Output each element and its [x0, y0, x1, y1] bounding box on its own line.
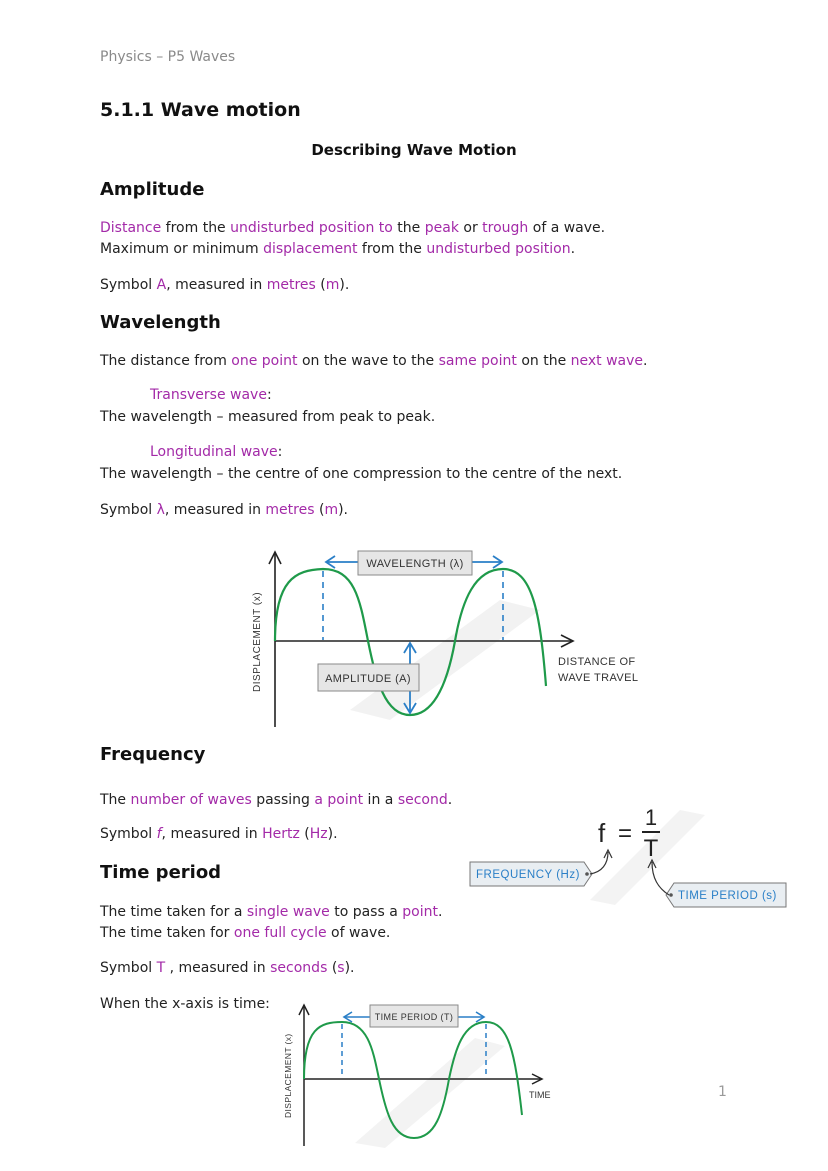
- x-axis-time-note: When the x-axis is time:: [100, 996, 270, 1012]
- formula-equals: =: [618, 820, 633, 847]
- wave-diagram-wavelength-amplitude: [240, 540, 660, 735]
- frequency-tag-label: FREQUENCY (Hz): [476, 869, 580, 881]
- x-axis-label: TIME: [529, 1090, 551, 1100]
- y-axis-label: DISPLACEMENT (x): [252, 591, 263, 692]
- frequency-definition: The number of waves passing a point in a second.: [100, 792, 453, 808]
- transverse-wave-desc: The wavelength – measured from peak to peak.: [100, 409, 436, 425]
- frequency-formula-diagram: [460, 800, 800, 915]
- wavelength-label: WAVELENGTH (λ): [366, 558, 464, 570]
- wavelength-definition: The distance from one point on the wave to the same point on the next wave.: [100, 353, 648, 369]
- section-title: 5.1.1 Wave motion: [100, 99, 301, 121]
- amplitude-symbol: Symbol A, measured in metres (m).: [100, 277, 350, 293]
- formula-numerator: 1: [644, 805, 658, 830]
- longitudinal-wave-desc: The wavelength – the centre of one compression to the centre of the next.: [100, 466, 623, 482]
- time-period-heading: Time period: [100, 862, 222, 883]
- transverse-wave-label: Transverse wave:: [150, 387, 272, 403]
- formula-denominator: T: [643, 835, 659, 862]
- period-pointer-arrow: [652, 862, 669, 895]
- amplitude-definition-2: Maximum or minimum displacement from the undisturbed position.: [100, 241, 576, 257]
- longitudinal-wave-label: Longitudinal wave:: [150, 444, 283, 460]
- amplitude-heading: Amplitude: [100, 179, 205, 200]
- watermark-shape: [350, 600, 540, 720]
- time-period-label: TIME PERIOD (T): [374, 1012, 454, 1022]
- x-axis-label-line1: DISTANCE OF: [558, 656, 636, 668]
- frequency-heading: Frequency: [100, 744, 206, 765]
- amplitude-label: AMPLITUDE (A): [325, 673, 411, 685]
- time-period-definition-2: The time taken for one full cycle of wave.: [100, 925, 391, 941]
- wavelength-heading: Wavelength: [100, 312, 221, 333]
- wave-diagram-time-period: [275, 998, 565, 1153]
- x-axis-label-line2: WAVE TRAVEL: [558, 672, 639, 684]
- formula-lhs: f: [598, 818, 606, 848]
- x-axis: [275, 635, 573, 647]
- time-period-definition-1: The time taken for a single wave to pass a point.: [100, 904, 443, 920]
- x-axis: [304, 1074, 542, 1084]
- tag-hole: [585, 872, 589, 876]
- section-subtitle: Describing Wave Motion: [311, 141, 517, 159]
- tag-hole: [669, 893, 673, 897]
- running-header: Physics – P5 Waves: [100, 49, 236, 65]
- page-number: 1: [718, 1084, 727, 1100]
- amplitude-definition-1: Distance from the undisturbed position to the peak or trough of a wave.: [100, 220, 606, 236]
- frequency-symbol: Symbol f, measured in Hertz (Hz).: [100, 826, 338, 842]
- period-tag-label: TIME PERIOD (s): [678, 890, 777, 902]
- wavelength-symbol: Symbol λ, measured in metres (m).: [100, 502, 349, 518]
- y-axis-label: DISPLACEMENT (x): [283, 1033, 293, 1118]
- time-period-symbol: Symbol T , measured in seconds (s).: [100, 960, 355, 976]
